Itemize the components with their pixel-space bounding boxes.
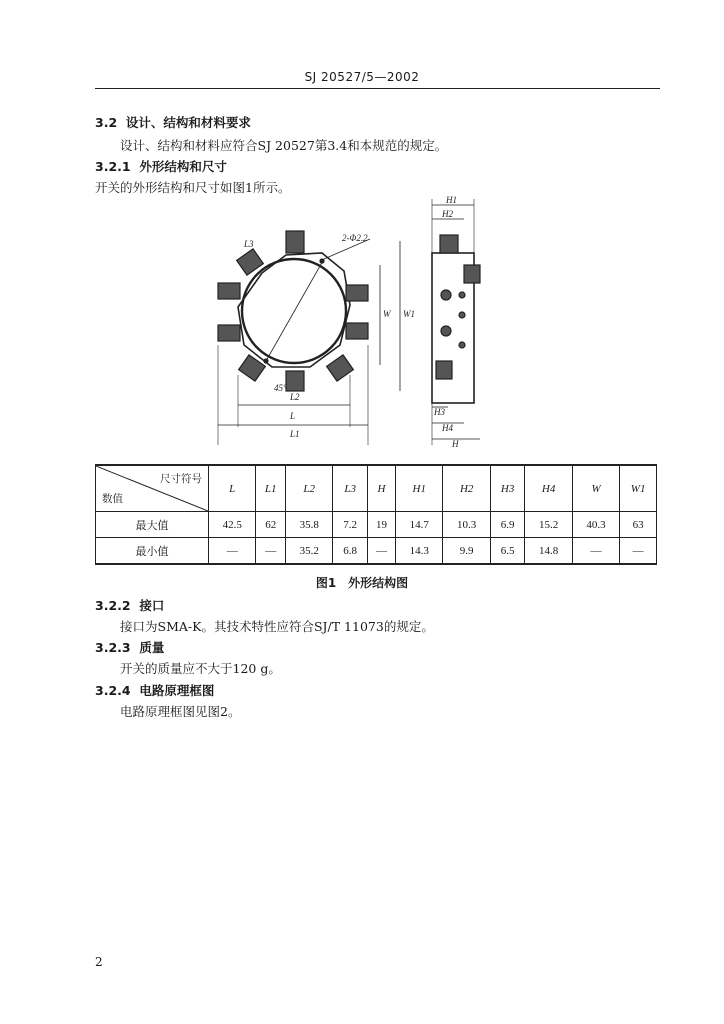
table-cell: 63: [620, 512, 657, 538]
side-connector-right: [464, 265, 480, 283]
label-H: H: [452, 439, 459, 449]
label-H1: H1: [446, 195, 457, 205]
col-header: H: [367, 465, 395, 512]
table-cell: 14.8: [525, 538, 572, 565]
col-header: L: [209, 465, 256, 512]
label-angle: 45°: [274, 383, 287, 393]
connector-bottom: [286, 371, 304, 391]
table-cell: 19: [367, 512, 395, 538]
section-3-2-4-heading: [95, 681, 214, 699]
table-cell: —: [209, 538, 256, 565]
section-number: 3.2: [95, 115, 118, 130]
connector-right-1: [346, 285, 368, 301]
table-cell: —: [367, 538, 395, 565]
table-cell: 6.5: [490, 538, 525, 565]
header-rule: [95, 88, 660, 89]
figure-caption: 图1 外形结构图: [315, 576, 409, 590]
side-connector-bottom: [436, 361, 452, 379]
section-number: 3.2.2: [95, 598, 131, 613]
table-cell: 9.9: [443, 538, 490, 565]
section-title: 外形结构和尺寸: [139, 159, 227, 174]
corner-cell: [96, 465, 209, 512]
section-3-2-1-heading: [95, 157, 227, 175]
label-W1: W1: [403, 309, 415, 319]
table-cell: —: [572, 538, 619, 565]
corner-label-value: 数值: [102, 493, 123, 505]
corner-label-symbol: 尺寸符号: [160, 473, 202, 485]
section-3-2-body: 设计、结构和材料应符合SJ 20527第3.4和本规范的规定。: [120, 138, 448, 153]
standard-header: SJ 20527/5—2002: [304, 70, 420, 84]
table-cell: 6.8: [333, 538, 368, 565]
section-title: 电路原理框图: [139, 683, 215, 698]
table-cell: 6.9: [490, 512, 525, 538]
table-cell: —: [620, 538, 657, 565]
label-H4: H4: [442, 423, 453, 433]
connector-right-2: [346, 323, 368, 339]
section-title: 质量: [139, 640, 165, 655]
table-cell: 14.7: [396, 512, 443, 538]
section-3-2-3-heading: [95, 638, 164, 656]
connector-left-2: [218, 325, 240, 341]
table-cell: 40.3: [572, 512, 619, 538]
table-row: [96, 538, 657, 565]
col-header: W: [572, 465, 619, 512]
table-cell: 35.2: [285, 538, 332, 565]
table-cell: 14.3: [396, 538, 443, 565]
side-connector-top: [440, 235, 458, 253]
col-header: L3: [333, 465, 368, 512]
col-header: L1: [256, 465, 286, 512]
table-row: [96, 512, 657, 538]
table-cell: 62: [256, 512, 286, 538]
section-number: 3.2.1: [95, 159, 131, 174]
col-header: H4: [525, 465, 572, 512]
page-number: 2: [95, 955, 103, 969]
col-header: H3: [490, 465, 525, 512]
label-L: L: [290, 411, 296, 421]
section-3-2-4-body: 电路原理框图见图2。: [120, 704, 241, 719]
table-cell: 42.5: [209, 512, 256, 538]
col-header: H1: [396, 465, 443, 512]
table-cell: 15.2: [525, 512, 572, 538]
row-label: 最大值: [96, 512, 209, 538]
section-3-2-3-body: 开关的质量应不大于120 g。: [120, 661, 281, 676]
label-L2: L2: [290, 392, 300, 402]
connector-left-1: [218, 283, 240, 299]
section-3-2-2-heading: [95, 596, 164, 614]
dimension-table: [95, 464, 657, 565]
label-W: W: [383, 309, 391, 319]
table-cell: 7.2: [333, 512, 368, 538]
table-cell: 10.3: [443, 512, 490, 538]
section-title: 接口: [139, 598, 165, 613]
diagonal-dimension-line: [266, 259, 324, 361]
label-L1: L1: [290, 429, 300, 439]
col-header: W1: [620, 465, 657, 512]
connector-lower-right: [327, 355, 354, 381]
hole-label: 2-Φ2.2: [342, 233, 368, 243]
section-3-2-1-body: 开关的外形结构和尺寸如图1所示。: [95, 180, 291, 195]
section-number: 3.2.4: [95, 683, 131, 698]
section-number: 3.2.3: [95, 640, 131, 655]
label-H2: H2: [442, 209, 453, 219]
col-header: H2: [443, 465, 490, 512]
connector-top: [286, 231, 304, 253]
outline-drawing: [200, 195, 500, 457]
section-3-2-heading: [95, 113, 251, 131]
section-3-2-2-body: 接口为SMA-K。其技术特性应符合SJ/T 11073的规定。: [120, 619, 434, 634]
label-L3: L3: [244, 239, 254, 249]
label-H3: H3: [434, 407, 445, 417]
table-cell: —: [256, 538, 286, 565]
table-cell: 35.8: [285, 512, 332, 538]
col-header: L2: [285, 465, 332, 512]
section-title: 设计、结构和材料要求: [125, 115, 251, 130]
row-label: 最小值: [96, 538, 209, 565]
table-header-row: [96, 465, 657, 512]
